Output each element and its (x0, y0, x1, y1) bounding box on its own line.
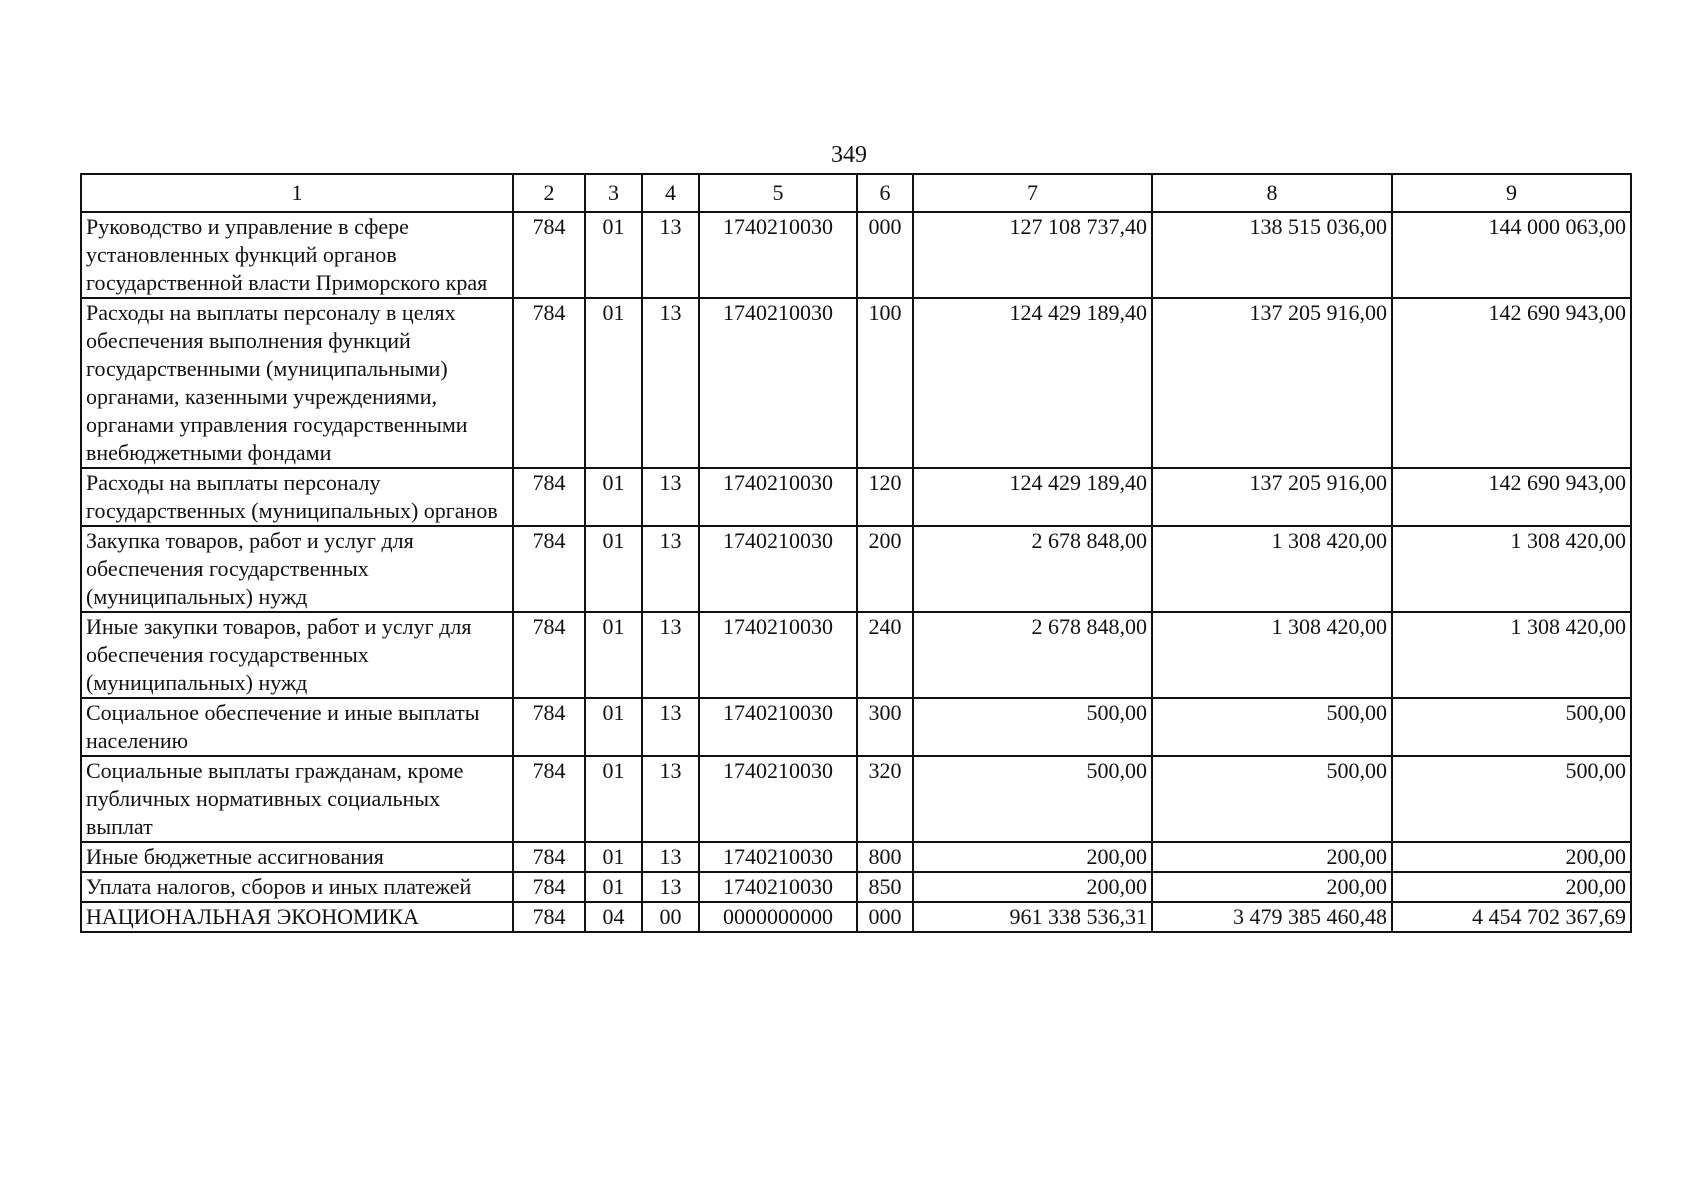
column-header: 3 (585, 174, 642, 212)
row-name: Иные бюджетные ассигнования (81, 842, 513, 872)
amount-col9: 1 308 420,00 (1392, 526, 1631, 612)
target-article-code: 1740210030 (699, 842, 857, 872)
table-row (81, 698, 1631, 756)
column-header: 1 (81, 174, 513, 212)
amount-col9: 4 454 702 367,69 (1392, 902, 1631, 932)
section-code: 01 (585, 842, 642, 872)
column-header: 4 (642, 174, 699, 212)
target-article-code: 1740210030 (699, 298, 857, 468)
row-name: НАЦИОНАЛЬНАЯ ЭКОНОМИКА (81, 902, 513, 932)
table-row (81, 756, 1631, 842)
amount-col7: 200,00 (913, 872, 1152, 902)
table-row (81, 526, 1631, 612)
ministry-code: 784 (513, 756, 585, 842)
section-code: 01 (585, 698, 642, 756)
row-name: Руководство и управление в сфере установленных функций органов государственной власти Приморского края (81, 212, 513, 298)
row-name: Социальные выплаты гражданам, кроме публичных нормативных социальных выплат (81, 756, 513, 842)
subsection-code: 13 (642, 212, 699, 298)
expense-type-code: 240 (857, 612, 913, 698)
amount-col8: 1 308 420,00 (1152, 526, 1392, 612)
subsection-code: 13 (642, 698, 699, 756)
subsection-code: 13 (642, 468, 699, 526)
amount-col9: 200,00 (1392, 872, 1631, 902)
ministry-code: 784 (513, 212, 585, 298)
expense-type-code: 850 (857, 872, 913, 902)
amount-col7: 2 678 848,00 (913, 526, 1152, 612)
table-row (81, 212, 1631, 298)
expense-type-code: 200 (857, 526, 913, 612)
amount-col8: 200,00 (1152, 872, 1392, 902)
amount-col9: 142 690 943,00 (1392, 468, 1631, 526)
target-article-code: 1740210030 (699, 698, 857, 756)
ministry-code: 784 (513, 612, 585, 698)
subsection-code: 13 (642, 756, 699, 842)
subsection-code: 13 (642, 298, 699, 468)
subsection-code: 13 (642, 526, 699, 612)
section-code: 01 (585, 468, 642, 526)
target-article-code: 1740210030 (699, 468, 857, 526)
expense-type-code: 120 (857, 468, 913, 526)
subsection-code: 13 (642, 842, 699, 872)
amount-col8: 1 308 420,00 (1152, 612, 1392, 698)
section-code: 01 (585, 872, 642, 902)
amount-col7: 127 108 737,40 (913, 212, 1152, 298)
amount-col7: 200,00 (913, 842, 1152, 872)
target-article-code: 1740210030 (699, 756, 857, 842)
column-header: 7 (913, 174, 1152, 212)
expense-type-code: 000 (857, 902, 913, 932)
row-name: Закупка товаров, работ и услуг для обеспечения государственных (муниципальных) нужд (81, 526, 513, 612)
target-article-code: 0000000000 (699, 902, 857, 932)
amount-col9: 500,00 (1392, 698, 1631, 756)
amount-col9: 142 690 943,00 (1392, 298, 1631, 468)
row-name: Социальное обеспечение и иные выплаты населению (81, 698, 513, 756)
expense-type-code: 000 (857, 212, 913, 298)
table-row (81, 612, 1631, 698)
column-header: 5 (699, 174, 857, 212)
subsection-code: 13 (642, 872, 699, 902)
column-header: 8 (1152, 174, 1392, 212)
section-code: 01 (585, 298, 642, 468)
header-row (81, 174, 1631, 212)
ministry-code: 784 (513, 526, 585, 612)
amount-col8: 137 205 916,00 (1152, 298, 1392, 468)
column-header: 6 (857, 174, 913, 212)
amount-col9: 1 308 420,00 (1392, 612, 1631, 698)
row-name: Расходы на выплаты персоналу государственных (муниципальных) органов (81, 468, 513, 526)
ministry-code: 784 (513, 872, 585, 902)
expense-type-code: 100 (857, 298, 913, 468)
ministry-code: 784 (513, 842, 585, 872)
ministry-code: 784 (513, 468, 585, 526)
budget-table (80, 173, 1632, 933)
ministry-code: 784 (513, 698, 585, 756)
target-article-code: 1740210030 (699, 212, 857, 298)
expense-type-code: 800 (857, 842, 913, 872)
amount-col8: 138 515 036,00 (1152, 212, 1392, 298)
table-row (81, 468, 1631, 526)
section-code: 04 (585, 902, 642, 932)
table-row (81, 902, 1631, 932)
amount-col8: 137 205 916,00 (1152, 468, 1392, 526)
amount-col7: 2 678 848,00 (913, 612, 1152, 698)
amount-col8: 500,00 (1152, 756, 1392, 842)
amount-col7: 124 429 189,40 (913, 468, 1152, 526)
expense-type-code: 300 (857, 698, 913, 756)
section-code: 01 (585, 526, 642, 612)
row-name: Иные закупки товаров, работ и услуг для обеспечения государственных (муниципальных) нужд (81, 612, 513, 698)
subsection-code: 00 (642, 902, 699, 932)
expense-type-code: 320 (857, 756, 913, 842)
target-article-code: 1740210030 (699, 612, 857, 698)
section-code: 01 (585, 756, 642, 842)
amount-col7: 961 338 536,31 (913, 902, 1152, 932)
ministry-code: 784 (513, 298, 585, 468)
amount-col7: 500,00 (913, 756, 1152, 842)
section-code: 01 (585, 612, 642, 698)
amount-col8: 3 479 385 460,48 (1152, 902, 1392, 932)
table-row (81, 842, 1631, 872)
page-number: 349 (831, 142, 867, 168)
subsection-code: 13 (642, 612, 699, 698)
row-name: Расходы на выплаты персоналу в целях обеспечения выполнения функций государственными (муниципальными) органами, казенными учреждениями, органами управления государственными внебюджетными фондами (81, 298, 513, 468)
amount-col7: 124 429 189,40 (913, 298, 1152, 468)
amount-col9: 144 000 063,00 (1392, 212, 1631, 298)
ministry-code: 784 (513, 902, 585, 932)
table-row (81, 872, 1631, 902)
amount-col8: 200,00 (1152, 842, 1392, 872)
amount-col9: 200,00 (1392, 842, 1631, 872)
column-header: 9 (1392, 174, 1631, 212)
amount-col8: 500,00 (1152, 698, 1392, 756)
amount-col7: 500,00 (913, 698, 1152, 756)
amount-col9: 500,00 (1392, 756, 1631, 842)
target-article-code: 1740210030 (699, 872, 857, 902)
row-name: Уплата налогов, сборов и иных платежей (81, 872, 513, 902)
table-row (81, 298, 1631, 468)
target-article-code: 1740210030 (699, 526, 857, 612)
column-header: 2 (513, 174, 585, 212)
section-code: 01 (585, 212, 642, 298)
